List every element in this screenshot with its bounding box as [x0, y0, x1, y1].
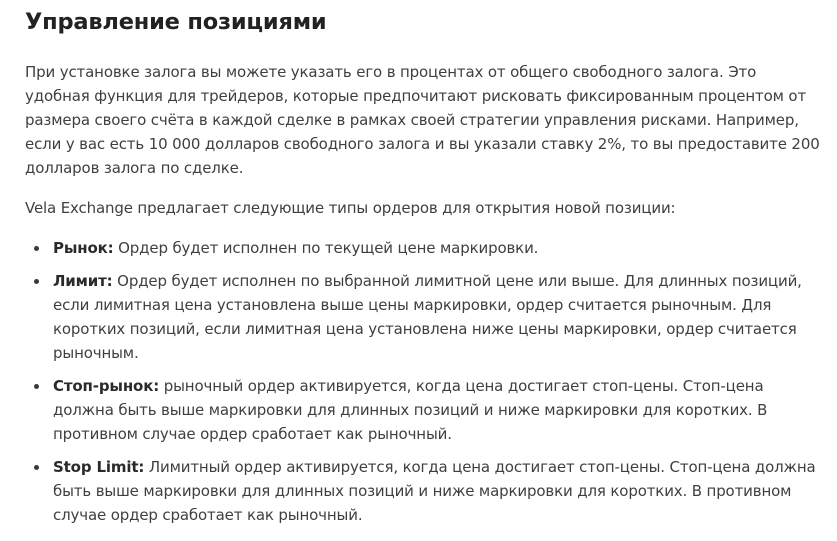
- order-type-term: Рынок:: [53, 239, 114, 257]
- list-item-stop-market: [53, 374, 825, 446]
- order-type-description: Лимитный ордер активируется, когда цена достигает стоп-цены. Стоп-цена должна быть выше маркировки для длинных позиций и ниже маркировки для коротких. В противном случае ордер сработает как рыночный.: [53, 458, 816, 524]
- order-type-description: Ордер будет исполнен по выбранной лимитной цене или выше. Для длинных позиций, если лимитная цена установлена выше цены маркировки, ордер считается рыночным. Для коротких позиций, если лимитная цена установлена ниже цены маркировки, ордер считается рыночным.: [53, 272, 802, 362]
- list-item-market: [53, 236, 825, 260]
- order-type-term: Stop Limit:: [53, 458, 145, 476]
- list-item-limit: [53, 269, 825, 365]
- order-type-description: Ордер будет исполнен по текущей цене маркировки.: [113, 239, 539, 257]
- order-type-term: Лимит:: [53, 272, 113, 290]
- order-type-term: Стоп-рынок:: [53, 377, 160, 395]
- list-item-stop-limit: [53, 455, 825, 527]
- bullet-icon: [34, 465, 39, 470]
- order-type-description: рыночный ордер активируется, когда цена достигает стоп-цены. Стоп-цена должна быть выше маркировки для длинных позиций и ниже маркировки для коротких. В противном случае ордер сработает как рыночный.: [53, 377, 768, 443]
- bullet-icon: [34, 279, 39, 284]
- order-types-lead: Vela Exchange предлагает следующие типы ордеров для открытия новой позиции:: [25, 199, 676, 217]
- intro-paragraph: При установке залога вы можете указать его в процентах от общего свободного залога. Это удобная функция для трейдеров, которые предпочитают рисковать фиксированным процентом от размера своего счёта в каждой сделке в рамках своей стратегии управления рисками. Например, если у вас есть 10 000 долларов свободного залога и вы указали ставку 2%, то вы предоставите 200 долларов залога по сделке.: [25, 63, 820, 177]
- page-title: Управление позициями: [25, 9, 327, 35]
- article: [25, 0, 825, 536]
- bullet-icon: [34, 246, 39, 251]
- bullet-icon: [34, 384, 39, 389]
- order-types-list: [25, 236, 825, 527]
